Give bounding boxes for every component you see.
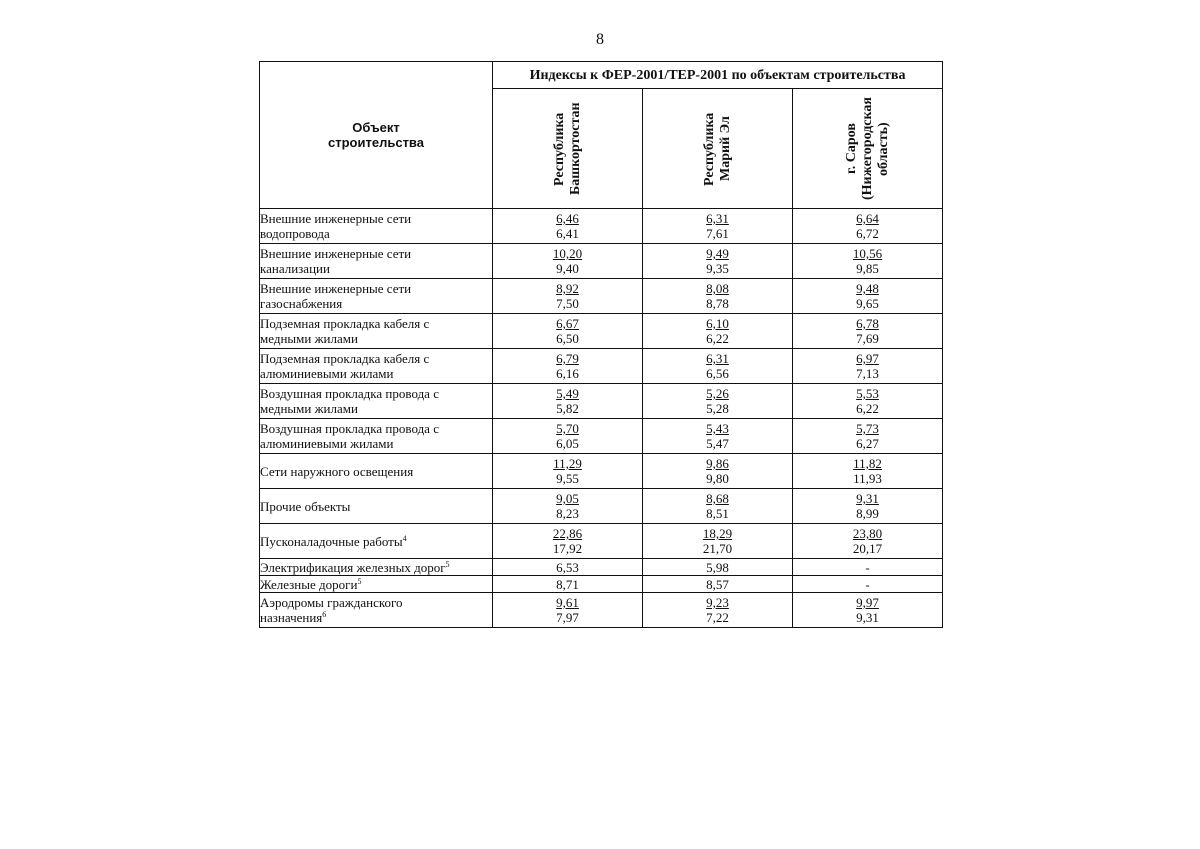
index-value-top: 10,56 (852, 246, 883, 261)
index-table (259, 61, 943, 628)
index-value-cell (793, 524, 943, 559)
index-value-cell (643, 489, 793, 524)
table-row (260, 593, 943, 628)
object-name-cell (260, 576, 493, 593)
table-row (260, 524, 943, 559)
index-value-top: 6,97 (856, 351, 879, 366)
index-value-cell (643, 209, 793, 244)
object-name-line: медными жилами (260, 331, 358, 346)
index-value-bottom: 6,27 (856, 436, 879, 451)
object-header-line: строительства (328, 135, 424, 150)
index-value-cell (793, 559, 943, 576)
object-name-line: Воздушная прокладка провода с (260, 386, 439, 401)
table-row (260, 559, 943, 576)
index-value-top: 9,61 (556, 595, 579, 610)
table-row (260, 489, 943, 524)
object-name-cell (260, 349, 493, 384)
object-name-line (260, 577, 492, 592)
index-value-top: 5,73 (856, 421, 879, 436)
object-name-line: Сети наружного освещения (260, 463, 414, 479)
object-name-line: Внешние инженерные сети (260, 211, 412, 226)
object-name-cell (260, 489, 493, 524)
object-name-line: Аэродромы гражданского (260, 595, 403, 610)
index-value-top: 6,79 (556, 351, 579, 366)
object-name-line: Внешние инженерные сети (260, 246, 412, 261)
footnote-marker: 5 (357, 576, 362, 586)
index-value-bottom: 6,41 (556, 226, 579, 241)
object-name-text: Пусконаладочные работы (260, 533, 403, 549)
index-value-bottom: 9,55 (556, 471, 579, 486)
index-value-cell (643, 419, 793, 454)
table-row (260, 576, 943, 593)
index-value-cell (493, 489, 643, 524)
index-value-bottom: 9,80 (706, 471, 729, 486)
footnote-marker: 4 (402, 533, 407, 543)
index-value-bottom: 7,97 (556, 610, 579, 625)
table-row (260, 419, 943, 454)
index-value-cell (493, 244, 643, 279)
index-value-bottom: 6,22 (706, 331, 729, 346)
index-value-cell (493, 419, 643, 454)
index-value-bottom: 9,85 (856, 261, 879, 276)
index-value-cell (793, 209, 943, 244)
index-value-top: 5,53 (856, 386, 879, 401)
index-value-cell (793, 244, 943, 279)
table-row (260, 209, 943, 244)
index-value-top: 6,10 (706, 316, 729, 331)
index-value-bottom: 21,70 (702, 541, 733, 556)
index-value-top: 9,49 (706, 246, 729, 261)
region-header-line: Марий Эл (717, 116, 733, 181)
index-value: - (865, 576, 870, 592)
index-value-cell (793, 576, 943, 593)
index-value-bottom: 8,23 (556, 506, 579, 521)
index-value-top: 22,86 (552, 526, 583, 541)
index-value-cell (793, 314, 943, 349)
table-row (260, 349, 943, 384)
index-value-top: 8,08 (706, 281, 729, 296)
index-value: 8,57 (706, 576, 729, 592)
region-header-line: Республика (551, 111, 567, 186)
table-row (260, 454, 943, 489)
index-value-top: 6,78 (856, 316, 879, 331)
object-name-line: газоснабжения (260, 296, 343, 311)
region-header-line: г. Саров (843, 123, 859, 174)
region-header-line: Башкортостан (567, 102, 583, 195)
index-value-bottom: 8,78 (706, 296, 729, 311)
index-value-cell (493, 593, 643, 628)
index-value-cell (493, 279, 643, 314)
table-row (260, 314, 943, 349)
object-name-cell (260, 244, 493, 279)
index-value-bottom: 9,35 (706, 261, 729, 276)
index-value-cell (643, 314, 793, 349)
index-value-top: 9,48 (856, 281, 879, 296)
object-name-cell (260, 593, 493, 628)
index-value: - (865, 559, 870, 575)
object-name-line (260, 534, 492, 549)
object-name-line (260, 610, 492, 625)
index-value-bottom: 9,31 (856, 610, 879, 625)
index-value-top: 10,20 (552, 246, 583, 261)
object-name-line: Прочие объекты (260, 498, 351, 514)
index-value-top: 8,68 (706, 491, 729, 506)
index-value-top: 23,80 (852, 526, 883, 541)
index-value-bottom: 6,56 (706, 366, 729, 381)
index-value-bottom: 6,72 (856, 226, 879, 241)
index-value-cell (643, 524, 793, 559)
region-header-line: область) (875, 121, 891, 176)
index-value-cell (493, 559, 643, 576)
index-value-cell (643, 349, 793, 384)
table-row (260, 279, 943, 314)
index-value: 6,53 (556, 559, 579, 575)
index-value-bottom: 9,40 (556, 261, 579, 276)
index-value: 5,98 (706, 559, 729, 575)
index-value-bottom: 5,82 (556, 401, 579, 416)
index-value-bottom: 6,05 (556, 436, 579, 451)
table-row (260, 244, 943, 279)
index-value-cell (793, 489, 943, 524)
index-value-top: 6,64 (856, 211, 879, 226)
index-value-bottom: 5,47 (706, 436, 729, 451)
index-value-top: 6,46 (556, 211, 579, 226)
index-value-top: 5,26 (706, 386, 729, 401)
object-name-line: алюминиевыми жилами (260, 366, 394, 381)
object-name-line: Воздушная прокладка провода с (260, 421, 439, 436)
object-name-line: канализации (260, 261, 330, 276)
index-value-bottom: 8,51 (706, 506, 729, 521)
object-name-text: назначения (260, 610, 323, 625)
index-value-cell (493, 384, 643, 419)
index-value-top: 5,43 (706, 421, 729, 436)
index-value-top: 5,70 (556, 421, 579, 436)
index-value-cell (793, 454, 943, 489)
index-value-cell (643, 593, 793, 628)
object-name-line (260, 560, 492, 575)
object-name-cell (260, 384, 493, 419)
index-value-top: 8,92 (556, 281, 579, 296)
object-name-line: Подземная прокладка кабеля с (260, 351, 430, 366)
region-header-sarov (793, 89, 943, 209)
index-value-cell (643, 454, 793, 489)
index-value-cell (793, 279, 943, 314)
region-header-bashkortostan (493, 89, 643, 209)
object-name-line: медными жилами (260, 401, 358, 416)
object-name-cell (260, 559, 493, 576)
index-value-bottom: 8,99 (856, 506, 879, 521)
index-value-top: 6,31 (706, 351, 729, 366)
index-value-top: 9,23 (706, 595, 729, 610)
object-name-text: Электрификация железных дорог (260, 559, 446, 575)
index-value-bottom: 11,93 (853, 471, 882, 486)
object-name-line: Внешние инженерные сети (260, 281, 412, 296)
index-value-top: 9,05 (556, 491, 579, 506)
region-header-mari-el (643, 89, 793, 209)
index-value-top: 9,31 (856, 491, 879, 506)
index-value-cell (793, 593, 943, 628)
index-value-cell (643, 576, 793, 593)
index-value-cell (643, 559, 793, 576)
index-value-bottom: 17,92 (552, 541, 583, 556)
index-value-cell (643, 279, 793, 314)
table-row (260, 384, 943, 419)
object-header-line: Объект (352, 120, 400, 135)
index-value-bottom: 7,69 (856, 331, 879, 346)
index-value-bottom: 5,28 (706, 401, 729, 416)
index-value-bottom: 6,22 (856, 401, 879, 416)
object-column-header (260, 62, 493, 209)
object-name-line: водопровода (260, 226, 330, 241)
object-name-cell (260, 454, 493, 489)
index-value-top: 6,67 (556, 316, 579, 331)
index-value-bottom: 20,17 (852, 541, 883, 556)
index-value-bottom: 7,61 (706, 226, 729, 241)
object-name-text: Железные дороги (260, 576, 358, 592)
index-value-cell (493, 454, 643, 489)
index-value-cell (493, 524, 643, 559)
object-name-cell (260, 279, 493, 314)
index-value-top: 11,82 (853, 456, 882, 471)
index-value-top: 5,49 (556, 386, 579, 401)
index-value-bottom: 7,13 (856, 366, 879, 381)
index-value-bottom: 7,22 (706, 610, 729, 625)
index-value-top: 11,29 (553, 456, 582, 471)
index-value-cell (643, 244, 793, 279)
region-header-line: (Нижегородская (859, 97, 875, 200)
index-value-cell (793, 349, 943, 384)
index-value-top: 9,97 (856, 595, 879, 610)
object-name-cell (260, 524, 493, 559)
index-value-cell (793, 419, 943, 454)
index-value-cell (493, 349, 643, 384)
region-header-line: Республика (701, 111, 717, 186)
index-value-cell (643, 384, 793, 419)
object-name-cell (260, 419, 493, 454)
object-name-line: алюминиевыми жилами (260, 436, 394, 451)
index-value-cell (493, 209, 643, 244)
index-value-cell (793, 384, 943, 419)
footnote-marker: 5 (445, 559, 450, 569)
index-value-cell (493, 576, 643, 593)
index-value-bottom: 7,50 (556, 296, 579, 311)
object-name-cell (260, 209, 493, 244)
page-number: 8 (596, 31, 604, 48)
object-name-cell (260, 314, 493, 349)
footnote-marker: 6 (322, 610, 327, 619)
index-value-top: 9,86 (706, 456, 729, 471)
index-value-top: 6,31 (706, 211, 729, 226)
index-value-cell (493, 314, 643, 349)
index-value: 8,71 (556, 576, 579, 592)
index-value-bottom: 6,16 (556, 366, 579, 381)
group-header: Индексы к ФЕР-2001/ТЕР-2001 по объектам строительства (493, 62, 943, 89)
object-name-line: Подземная прокладка кабеля с (260, 316, 430, 331)
index-value-bottom: 9,65 (856, 296, 879, 311)
index-value-top: 18,29 (702, 526, 733, 541)
index-value-bottom: 6,50 (556, 331, 579, 346)
